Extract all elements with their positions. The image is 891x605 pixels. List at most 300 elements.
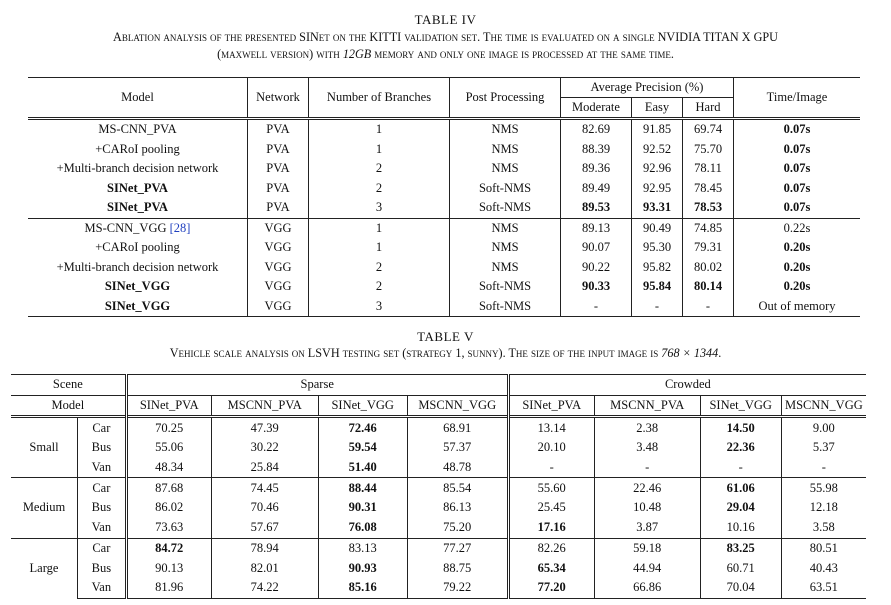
t4-cell-easy [632,277,683,297]
t4-cell-post [450,140,561,160]
t5-type-label: Bus [78,558,127,578]
t5-type-label: Van [78,518,127,538]
t5-row [11,538,866,558]
t5-value: 88.44 [348,480,377,495]
t5-cell [594,478,700,498]
t5-value: 65.34 [537,560,566,575]
t4-header-time: Time/Image [734,78,861,119]
t5-value: 83.25 [726,540,755,555]
t4-value-time: 0.07s [783,200,811,215]
t5-cell [211,558,318,578]
t5-cell [594,438,700,458]
t4-value-model: SINet_PVA [107,180,168,195]
t5-cell [781,538,866,558]
table4-caption-line1: Ablation analysis of the presented SINet on the KITTI validation set. The time is evaluated on a single NVIDIA TITAN X GPU [113,30,778,44]
t4-value-post: Soft-NMS [478,279,532,294]
t5-type-label: Car [78,538,127,558]
t5-value: 90.31 [348,500,377,515]
t4-value-time: 0.22s [783,220,811,235]
t4-cell-network [248,159,309,179]
t4-value-post: NMS [491,259,519,274]
t4-value-easy: 95.84 [642,279,672,294]
t5-cell [318,578,407,598]
t4-row [28,277,860,297]
t4-cell-branches [309,277,450,297]
t4-header-easy: Easy [632,98,683,119]
t4-header-network: Network [248,78,309,119]
t4-cell-hard [683,218,734,238]
t4-cell-moderate [561,119,632,140]
t5-type-label: Car [78,478,127,498]
t5-value: 86.02 [155,500,184,515]
t5-cell [126,478,211,498]
t5-cell [594,458,700,478]
t4-header-branches: Number of Branches [309,78,450,119]
t4-value-moderate: 89.49 [581,180,611,195]
t4-value-easy: 90.49 [642,220,672,235]
t4-value-post: Soft-NMS [478,180,532,195]
table5-caption-text: Vehicle scale analysis on LSVH testing set (strategy 1, sunny). The size of the input image is [169,346,662,360]
t4-value-moderate: 89.13 [581,220,611,235]
t4-value-moderate: 90.33 [581,279,611,294]
t4-cell-hard [683,140,734,160]
t5-value: 47.39 [250,420,279,435]
t4-row [28,238,860,258]
t5-cell [211,498,318,518]
t4-cell-easy [632,159,683,179]
t5-cell [211,417,318,438]
t4-cell-branches [309,258,450,278]
t5-cell [594,558,700,578]
t4-cell-post [450,198,561,218]
t4-cell-branches [309,198,450,218]
t5-cell [318,498,407,518]
t5-value: 25.84 [250,460,279,475]
t5-row [11,518,866,538]
t5-header-model-col: SINet_PVA [126,395,211,417]
t5-cell [126,538,211,558]
t5-value: 25.45 [537,500,566,515]
t4-cell-post [450,238,561,258]
table4-caption [0,29,891,63]
t5-value: 55.98 [809,480,838,495]
t4-cell-moderate [561,297,632,317]
t4-cell-hard [683,238,734,258]
t4-value-time: 0.07s [783,141,811,156]
t4-value-branches: 1 [375,220,383,235]
t4-cell-time [734,159,861,179]
t4-value-easy: 93.31 [642,200,672,215]
t4-value-model: +CARoI pooling [95,240,180,255]
t4-cell-moderate [561,238,632,258]
t4-citation-link[interactable]: [28] [169,220,191,235]
t5-value: 83.13 [348,540,377,555]
t4-cell-hard [683,119,734,140]
t4-value-network: PVA [266,141,290,156]
t4-value-post: NMS [491,122,519,137]
t5-cell [781,478,866,498]
t5-value: 80.51 [809,540,838,555]
t5-cell [700,458,781,478]
t4-row [28,297,860,317]
t4-value-moderate: 88.39 [581,141,611,156]
t4-value-network: VGG [264,298,292,313]
t4-cell-hard [683,258,734,278]
t4-header-model: Model [28,78,248,119]
t5-value: 20.10 [537,440,566,455]
t4-cell-branches [309,159,450,179]
t4-value-time: 0.20s [783,240,811,255]
t5-value: 29.04 [726,500,755,515]
t4-value-branches: 1 [375,122,383,137]
t4-cell-hard [683,297,734,317]
t4-cell-model [28,258,248,278]
t4-value-easy: - [654,298,660,313]
t4-cell-easy [632,179,683,199]
t4-cell-model [28,179,248,199]
t4-cell-network [248,297,309,317]
t5-value: 70.25 [155,420,184,435]
t5-cell [700,498,781,518]
t5-scale-label: Small [11,417,78,478]
t5-value: 57.37 [443,440,472,455]
t5-value: 66.86 [633,580,662,595]
table5-caption-size: 768 × 1344 [661,346,719,360]
t4-value-easy: 91.85 [642,122,672,137]
t4-value-branches: 2 [375,259,383,274]
t5-cell [407,518,508,538]
t5-value: 48.78 [443,460,472,475]
t4-value-time: 0.07s [783,161,811,176]
t5-cell [508,518,594,538]
t4-cell-hard [683,159,734,179]
t4-header-ap: Average Precision (%) [561,78,734,98]
t5-cell [407,558,508,578]
t5-value: 17.16 [537,520,566,535]
t5-cell [211,458,318,478]
t5-cell [508,538,594,558]
t4-cell-model [28,119,248,140]
t4-cell-easy [632,258,683,278]
t4-cell-post [450,277,561,297]
t5-cell [407,438,508,458]
t5-value: 78.94 [250,540,279,555]
t4-cell-time [734,198,861,218]
t4-value-post: NMS [491,240,519,255]
t5-value: 68.91 [443,420,472,435]
t5-value: 2.38 [636,420,659,435]
t5-header-scene: Scene [11,375,126,396]
t5-cell [700,538,781,558]
t5-value: 70.04 [726,580,755,595]
t5-value: 60.71 [726,560,755,575]
t5-cell [508,558,594,578]
t4-value-time: 0.20s [783,259,811,274]
t4-cell-time [734,140,861,160]
t4-value-branches: 2 [375,161,383,176]
t5-cell [508,438,594,458]
t4-value-model: SINet_PVA [107,200,168,215]
t5-cell [781,438,866,458]
t4-value-hard: 75.70 [693,141,723,156]
t4-value-network: VGG [264,220,292,235]
t5-cell [211,518,318,538]
t5-value: 73.63 [155,520,184,535]
t4-value-easy: 95.30 [642,240,672,255]
t4-value-easy: 92.52 [642,141,672,156]
t4-cell-network [248,119,309,140]
t4-value-branches: 2 [375,279,383,294]
table5-title: TABLE V [417,329,474,344]
t4-value-branches: 1 [375,141,383,156]
t5-value: 87.68 [155,480,184,495]
t5-value: 30.22 [250,440,279,455]
t4-cell-branches [309,218,450,238]
t5-cell [126,438,211,458]
t5-value: 48.34 [155,460,184,475]
t5-value: 63.51 [809,580,838,595]
t4-value-model: MS-CNN_VGG [84,220,170,235]
t5-value: 74.45 [250,480,279,495]
t4-cell-post [450,218,561,238]
t4-cell-model [28,218,248,238]
t5-type-label: Bus [78,498,127,518]
t4-cell-post [450,179,561,199]
t4-value-network: VGG [264,240,292,255]
t5-value: 85.54 [443,480,472,495]
t4-value-post: NMS [491,141,519,156]
t5-value: 22.46 [633,480,662,495]
t5-value: 81.96 [155,580,184,595]
t5-cell [407,458,508,478]
t5-type-label: Van [78,458,127,478]
t4-cell-easy [632,238,683,258]
t5-value: 82.26 [537,540,566,555]
t5-header-sparse: Sparse [126,375,508,396]
t5-header-model-col: MSCNN_VGG [407,395,508,417]
t4-cell-time [734,179,861,199]
t5-scale-label: Medium [11,478,78,538]
t4-value-hard: 80.02 [693,259,723,274]
t4-cell-model [28,297,248,317]
t4-header-hard: Hard [683,98,734,119]
t5-cell [126,578,211,598]
t4-cell-post [450,159,561,179]
t5-cell [594,498,700,518]
t4-header-post: Post Processing [450,78,561,119]
t4-value-easy: 92.96 [642,161,672,176]
t5-row [11,458,866,478]
t5-value: 76.08 [348,520,377,535]
t4-cell-time [734,238,861,258]
t4-value-hard: 78.45 [693,180,723,195]
t4-value-model: SINet_VGG [104,279,171,294]
t5-cell [407,417,508,438]
t4-cell-moderate [561,218,632,238]
t5-header-model-col: MSCNN_PVA [594,395,700,417]
t4-cell-branches [309,140,450,160]
t5-cell [126,518,211,538]
t4-cell-easy [632,119,683,140]
t4-cell-moderate [561,140,632,160]
t4-value-branches: 3 [375,298,383,313]
t5-type-label: Bus [78,438,127,458]
t5-row [11,417,866,438]
t4-value-hard: 78.53 [693,200,723,215]
t5-cell [318,518,407,538]
t5-value: 14.50 [726,420,755,435]
t4-header-moderate: Moderate [561,98,632,119]
t5-value: 88.75 [443,560,472,575]
t4-cell-easy [632,198,683,218]
t4-value-branches: 3 [375,200,383,215]
t4-cell-network [248,238,309,258]
t4-value-hard: 74.85 [693,220,723,235]
t5-cell [407,478,508,498]
t5-value: 40.43 [809,560,838,575]
table4-caption-memory: 12GB [342,47,372,61]
t5-value: 13.14 [537,420,566,435]
t5-cell [508,578,594,598]
t4-value-network: PVA [266,180,290,195]
t4-value-moderate: - [593,298,599,313]
t5-cell [508,478,594,498]
t5-value: 5.37 [812,440,835,455]
t5-row [11,438,866,458]
t5-type-label: Car [78,417,127,438]
t4-cell-time [734,258,861,278]
t5-cell [781,498,866,518]
t5-cell [594,417,700,438]
t4-row [28,159,860,179]
t5-cell [407,578,508,598]
t5-cell [700,558,781,578]
t5-value: 22.36 [726,440,755,455]
t5-cell [318,458,407,478]
t4-cell-moderate [561,277,632,297]
t5-cell [318,558,407,578]
t5-cell [781,518,866,538]
t4-cell-post [450,297,561,317]
t5-value: 86.13 [443,500,472,515]
t4-value-network: PVA [266,200,290,215]
t5-value: 72.46 [348,420,377,435]
t5-cell [700,438,781,458]
t5-cell [318,438,407,458]
t4-cell-network [248,258,309,278]
t5-value: 77.20 [537,580,566,595]
t5-value: 3.48 [636,440,659,455]
t4-value-easy: 95.82 [642,259,672,274]
t5-cell [211,438,318,458]
t4-value-hard: 69.74 [693,122,723,137]
t5-row [11,558,866,578]
t5-value: 77.27 [443,540,472,555]
t4-value-model: MS-CNN_PVA [98,122,177,137]
t5-cell [126,498,211,518]
t5-value: 59.18 [633,540,662,555]
t5-cell [508,417,594,438]
t4-row [28,179,860,199]
t5-header-model-col: SINet_VGG [318,395,407,417]
t4-value-moderate: 89.36 [581,161,611,176]
t4-cell-time [734,119,861,140]
t5-scale-label: Large [11,538,78,598]
t5-value: - [645,460,650,475]
t5-value: 57.67 [250,520,279,535]
t4-value-hard: 79.31 [693,240,723,255]
t4-value-moderate: 89.53 [581,200,611,215]
t4-value-post: Soft-NMS [478,298,532,313]
table5-caption [0,345,891,362]
t5-value: 9.00 [812,420,835,435]
t4-cell-post [450,258,561,278]
t4-row [28,198,860,218]
t5-value: 55.60 [537,480,566,495]
t5-cell [700,518,781,538]
t4-cell-easy [632,140,683,160]
t4-value-model: +CARoI pooling [95,141,180,156]
t4-value-model: +Multi-branch decision network [56,259,219,274]
t5-value: 3.58 [812,520,835,535]
t4-cell-time [734,297,861,317]
t4-value-hard: 78.11 [694,161,722,176]
t5-type-label: Van [78,578,127,598]
t5-value: 75.20 [443,520,472,535]
t4-cell-time [734,218,861,238]
t5-row [11,578,866,598]
t5-value: 85.16 [348,580,377,595]
t5-value: 44.94 [633,560,662,575]
t4-value-network: VGG [264,259,292,274]
t5-cell [781,558,866,578]
t4-row [28,140,860,160]
t5-value: 90.93 [348,560,377,575]
t4-cell-network [248,277,309,297]
t5-value: 55.06 [155,440,184,455]
t4-value-branches: 1 [375,240,383,255]
t4-cell-network [248,179,309,199]
t5-cell [700,578,781,598]
t5-value: 82.01 [250,560,279,575]
t4-value-post: NMS [491,220,519,235]
t4-cell-hard [683,277,734,297]
t4-value-time: 0.20s [783,279,811,294]
t4-cell-branches [309,297,450,317]
t5-cell [318,478,407,498]
t4-cell-hard [683,198,734,218]
table4 [28,77,860,317]
t5-cell [594,578,700,598]
t5-cell [594,538,700,558]
t4-cell-model [28,159,248,179]
t4-cell-model [28,238,248,258]
t4-cell-network [248,140,309,160]
t4-value-post: NMS [491,161,519,176]
t5-cell [407,498,508,518]
t4-value-post: Soft-NMS [478,200,532,215]
t4-value-hard: - [705,298,711,313]
t5-header-model-col: MSCNN_PVA [211,395,318,417]
table5-caption-end: . [718,346,722,360]
t4-cell-easy [632,218,683,238]
t4-value-hard: 80.14 [693,279,723,294]
t5-cell [126,458,211,478]
t5-value: 10.16 [726,520,755,535]
t4-cell-branches [309,119,450,140]
table5 [11,374,866,599]
t5-cell [318,538,407,558]
